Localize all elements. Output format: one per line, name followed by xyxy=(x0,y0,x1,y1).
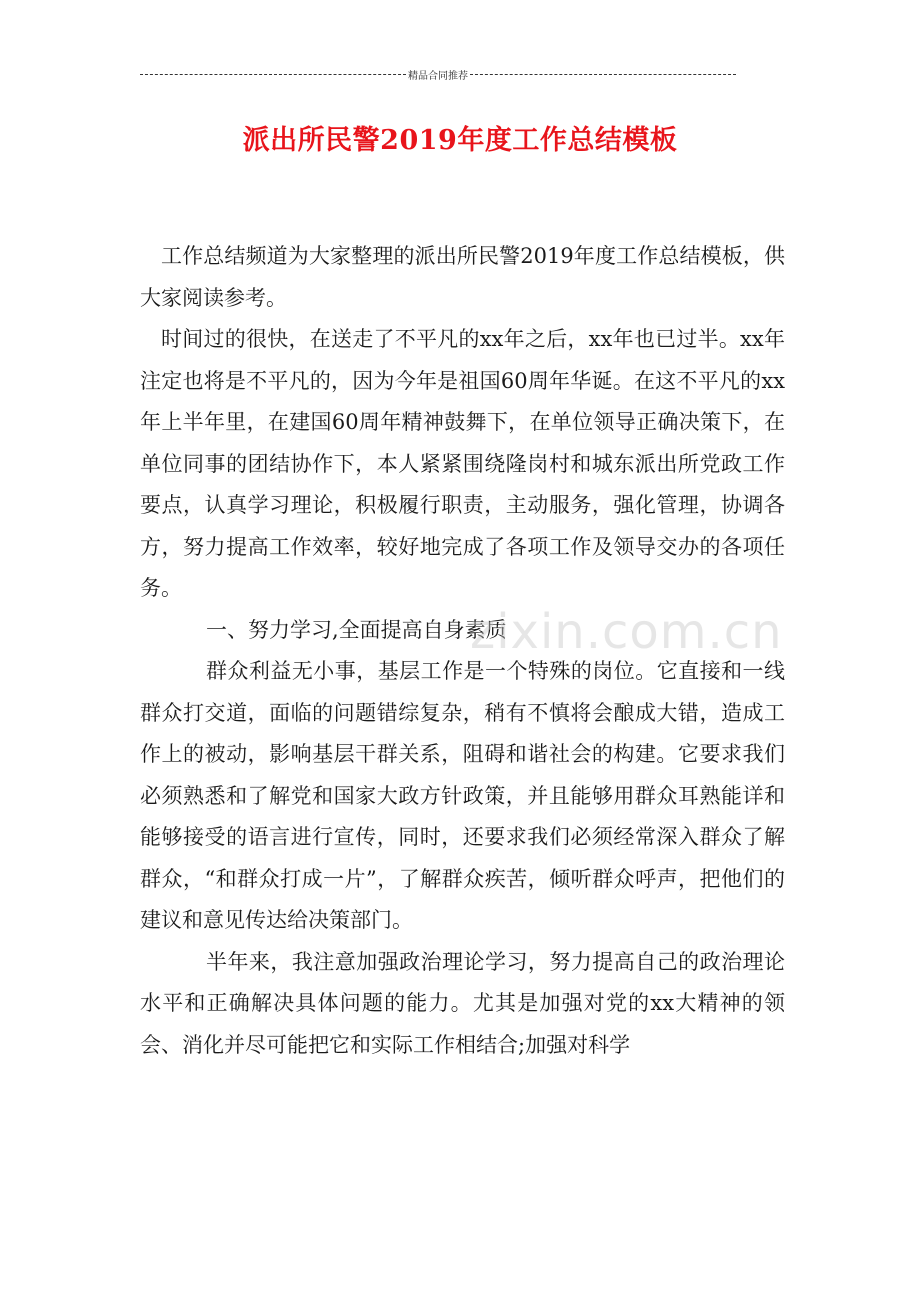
header-label: 精品合同推荐 xyxy=(408,70,468,82)
paragraph-section-1: 群众利益无小事，基层工作是一个特殊的岗位。它直接和一线群众打交道，面临的问题错综复杂，稍有不慎将会酿成大错，造成工作上的被动，影响基层干群关系，阻碍和谐社会的构建。它要求我们必须熟悉和了解党和国家大政方针政策，并且能够用群众耳熟能详和能够接受的语言进行宣传，同时，还要求我们必须经常深入群众了解群众，“和群众打成一片”，了解群众疾苦，倾听群众呼声，把他们的建议和意见传达给决策部门。 xyxy=(140,659,785,932)
paragraph-intro: 工作总结频道为大家整理的派出所民警2019年度工作总结模板，供大家阅读参考。 xyxy=(140,244,785,310)
header-dash-left xyxy=(140,74,406,75)
section-heading: 一、努力学习,全面提高自身素质 xyxy=(206,617,507,642)
page-header xyxy=(140,66,736,82)
paragraph-overview: 时间过的很快，在送走了不平凡的xx年之后，xx年也已过半。xx年注定也将是不平凡的，因为今年是祖国60周年华诞。在这不平凡的xx年上半年里，在建国60周年精神鼓舞下，在单位领导正确决策下，在单位同事的团结协作下，本人紧紧围绕隆岗村和城东派出所党政工作要点，认真学习理论，积极履行职责，主动服务，强化管理，协调各方，努力提高工作效率，较好地完成了各项工作及领导交办的各项任务。 xyxy=(140,327,785,600)
document-body xyxy=(140,236,785,1066)
header-dash-right xyxy=(470,74,736,75)
watermark: zixin.com.cn xyxy=(470,604,783,660)
document-title: 派出所民警2019年度工作总结模板 xyxy=(242,125,678,156)
paragraph-section-2: 半年来，我注意加强政治理论学习，努力提高自己的政治理论水平和正确解决具体问题的能力。尤其是加强对党的xx大精神的领会、消化并尽可能把它和实际工作相结合;加强对科学 xyxy=(140,949,785,1057)
